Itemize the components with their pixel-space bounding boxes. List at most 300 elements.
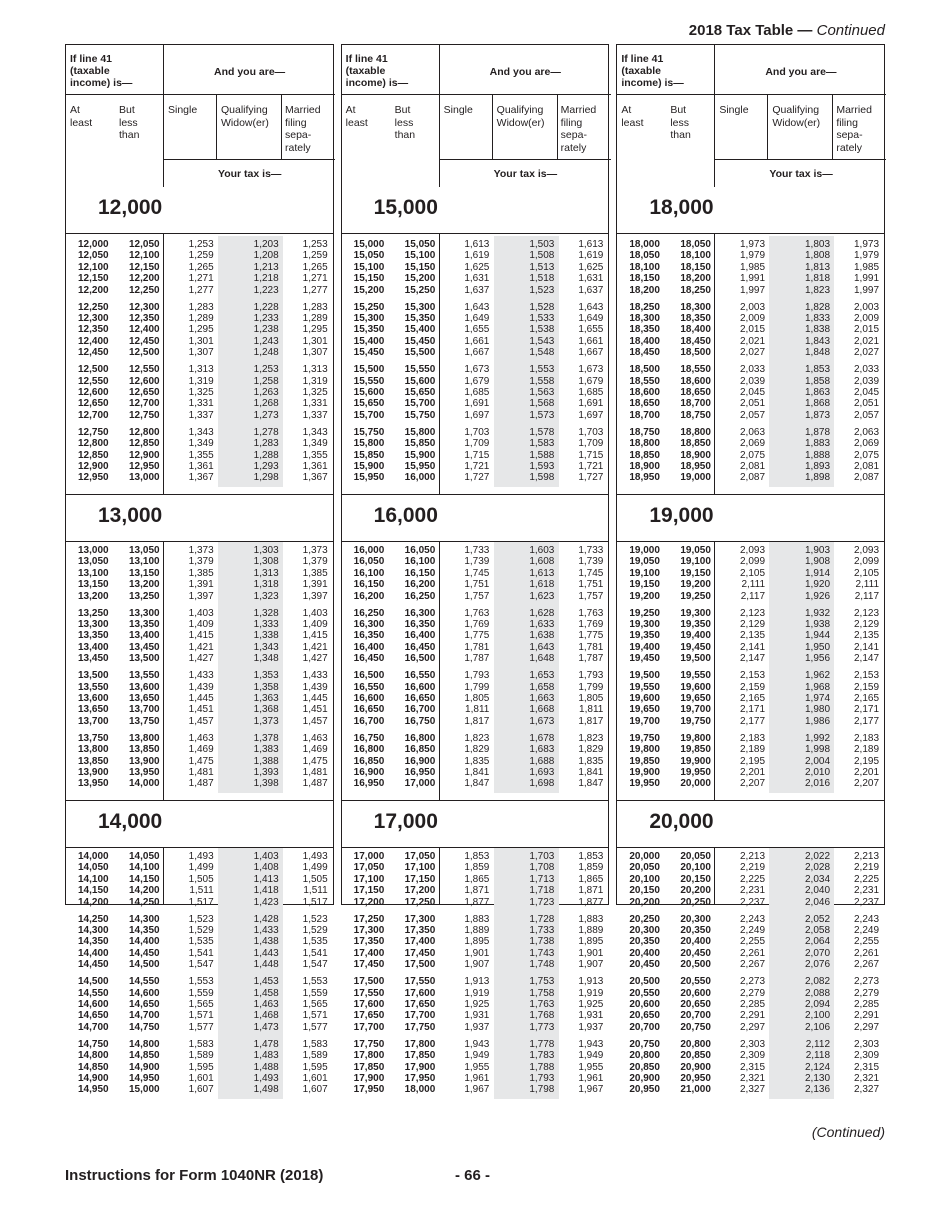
married-separately-tax-value: 1,787 xyxy=(578,653,604,665)
married-separately-tax-value: 2,243 xyxy=(853,913,880,925)
at-least-value: 15,600 xyxy=(353,386,385,398)
at-label: At xyxy=(345,104,356,116)
at-least-value: 14,800 xyxy=(78,1050,109,1062)
qualifying-widow-tax-value: 1,328 xyxy=(253,607,279,619)
qualifying-widow-tax-value: 1,658 xyxy=(529,681,555,693)
married-label: Married xyxy=(285,104,321,116)
married-separately-tax-value: 2,249 xyxy=(853,924,880,936)
married-separately-tax-value: 2,087 xyxy=(853,472,880,484)
table-row xyxy=(342,336,609,347)
but-less-than-value: 19,100 xyxy=(680,556,711,568)
qualifying-widow-tax-value: 2,130 xyxy=(804,1072,831,1084)
qualifying-widow-tax-value: 1,663 xyxy=(529,692,555,704)
qualifying-widow-tax-value: 1,293 xyxy=(253,460,279,472)
but-less-than-value: 20,950 xyxy=(680,1072,711,1084)
table-row xyxy=(66,767,333,778)
at-least-value: 13,950 xyxy=(78,778,109,790)
single-tax-value: 1,553 xyxy=(188,976,214,988)
at-least-value: 17,350 xyxy=(353,936,385,948)
qualifying-widow-tax-value: 1,608 xyxy=(529,556,555,568)
at-least-value: 19,650 xyxy=(629,704,660,716)
married-separately-tax-value: 1,595 xyxy=(302,1061,328,1073)
but-less-than-value: 12,900 xyxy=(129,449,160,461)
single-tax-value: 1,697 xyxy=(464,409,490,421)
but-less-than-value: 16,300 xyxy=(404,607,436,619)
qualifying-widow-tax-value: 1,758 xyxy=(529,987,555,999)
at-least-value: 13,750 xyxy=(78,732,109,744)
row-group xyxy=(342,914,609,971)
at-least-value: 12,450 xyxy=(78,347,109,359)
single-tax-value: 1,769 xyxy=(464,618,490,630)
but-less-than-value: 14,200 xyxy=(129,885,160,897)
qualifying-widow-tax-value: 1,388 xyxy=(253,755,279,767)
table-row xyxy=(342,239,609,250)
but-less-than-value: 17,550 xyxy=(404,976,436,988)
thousand-heading: 12,000 xyxy=(98,196,163,219)
married-separately-tax-value: 2,189 xyxy=(853,744,880,756)
table-row xyxy=(342,862,609,873)
table-row xyxy=(617,427,884,438)
but-less-than-value: 20,600 xyxy=(680,987,711,999)
married-separately-tax-value: 1,607 xyxy=(302,1084,328,1096)
qualifying-label: Qualifying xyxy=(221,104,268,116)
table-row xyxy=(617,959,884,970)
qualifying-widow-tax-value: 1,962 xyxy=(804,670,831,682)
at-least-value: 17,850 xyxy=(353,1061,385,1073)
table-row xyxy=(342,1022,609,1033)
married-separately-tax-value: 1,793 xyxy=(578,670,604,682)
taxable-label: (taxable xyxy=(70,65,110,77)
row-group xyxy=(617,608,884,665)
married-separately-tax-value: 2,009 xyxy=(853,312,880,324)
row-group xyxy=(66,239,333,296)
qualifying-widow-tax-value: 1,298 xyxy=(253,472,279,484)
qualifying-widow-tax-value: 1,568 xyxy=(529,398,555,410)
qualifying-widow-tax-value: 1,393 xyxy=(253,766,279,778)
at-least-value: 14,900 xyxy=(78,1072,109,1084)
thousand-heading: 16,000 xyxy=(373,504,438,527)
qualifying-widow-tax-value: 1,883 xyxy=(804,438,831,450)
table-row xyxy=(617,591,884,602)
qualifying-widow-tax-value: 1,333 xyxy=(253,618,279,630)
but-less-than-value: 12,450 xyxy=(129,335,160,347)
qualifying-widow-tax-value: 1,926 xyxy=(804,590,831,602)
single-tax-value: 1,685 xyxy=(464,386,490,398)
at-least-value: 20,900 xyxy=(629,1072,660,1084)
qualifying-widow-tax-value: 1,253 xyxy=(253,364,279,376)
filing-label: filing xyxy=(836,117,858,129)
table-row xyxy=(66,608,333,619)
qualifying-widow-tax-value: 1,533 xyxy=(529,312,555,324)
thousand-heading-row xyxy=(342,800,609,848)
row-group xyxy=(342,670,609,727)
if-line-label: If line 41 xyxy=(621,53,664,65)
but-less-than-value: 17,750 xyxy=(404,1021,436,1033)
qualifying-widow-tax-value: 2,016 xyxy=(804,778,831,790)
table-row xyxy=(617,410,884,421)
at-least-value: 15,100 xyxy=(353,261,385,273)
qualifying-widow-tax-value: 1,463 xyxy=(253,998,279,1010)
but-less-than-value: 15,900 xyxy=(404,449,436,461)
but-label: But xyxy=(394,104,411,116)
single-tax-value: 2,027 xyxy=(739,347,766,359)
qualifying-widow-tax-value: 1,413 xyxy=(253,873,279,885)
single-tax-value: 1,451 xyxy=(188,704,214,716)
table-row xyxy=(617,302,884,313)
single-tax-value: 1,763 xyxy=(464,607,490,619)
at-least-value: 18,650 xyxy=(629,398,660,410)
but-less-than-value: 15,800 xyxy=(404,426,436,438)
but-less-than-value: 12,250 xyxy=(129,284,160,296)
at-least-value: 17,950 xyxy=(353,1084,385,1096)
table-row xyxy=(342,398,609,409)
at-least-value: 14,400 xyxy=(78,947,109,959)
qualifying-widow-tax-value: 1,818 xyxy=(804,273,831,285)
but-less-than-value: 19,850 xyxy=(680,744,711,756)
row-group xyxy=(66,1039,333,1096)
table-row xyxy=(66,285,333,296)
at-least-value: 18,950 xyxy=(629,472,660,484)
rule xyxy=(163,159,335,160)
single-tax-value: 1,397 xyxy=(188,590,214,602)
at-least-value: 16,900 xyxy=(353,766,385,778)
rule xyxy=(216,94,217,159)
table-row xyxy=(66,1022,333,1033)
at-least-value: 12,350 xyxy=(78,324,109,336)
at-least-value: 13,850 xyxy=(78,755,109,767)
but-less-than-value: 18,700 xyxy=(680,398,711,410)
table-row xyxy=(617,874,884,885)
single-tax-value: 1,655 xyxy=(464,324,490,336)
married-separately-tax-value: 1,709 xyxy=(578,438,604,450)
qualifying-widow-tax-value: 1,628 xyxy=(529,607,555,619)
qualifying-widow-tax-value: 1,283 xyxy=(253,438,279,450)
qualifying-widow-tax-value: 1,418 xyxy=(253,885,279,897)
at-least-value: 16,300 xyxy=(353,618,385,630)
table-row xyxy=(66,568,333,579)
qualifying-widow-tax-value: 1,483 xyxy=(253,1050,279,1062)
qualifying-widow-tax-value: 1,753 xyxy=(529,976,555,988)
qualifying-widow-tax-value: 1,703 xyxy=(529,851,555,862)
but-less-than-value: 19,250 xyxy=(680,590,711,602)
table-row xyxy=(66,936,333,947)
single-tax-value: 1,835 xyxy=(464,755,490,767)
married-separately-tax-value: 1,919 xyxy=(578,987,604,999)
rule xyxy=(439,159,611,160)
your-tax-label: Your tax is— xyxy=(769,168,833,180)
single-tax-value: 1,409 xyxy=(188,618,214,630)
at-least-value: 14,350 xyxy=(78,936,109,948)
but-less-than-value: 20,850 xyxy=(680,1050,711,1062)
single-tax-value: 2,327 xyxy=(739,1084,766,1096)
table-row xyxy=(617,347,884,358)
married-separately-tax-value: 2,033 xyxy=(853,364,880,376)
but-less-than-value: 12,800 xyxy=(129,426,160,438)
married-separately-tax-value: 1,277 xyxy=(302,284,328,296)
but-less-than-value: 16,000 xyxy=(404,472,436,484)
but-less-than-value: 13,150 xyxy=(129,567,160,579)
single-tax-value: 1,307 xyxy=(188,347,214,359)
single-tax-value: 2,189 xyxy=(739,744,766,756)
rule xyxy=(714,159,886,160)
married-separately-tax-value: 1,961 xyxy=(578,1072,604,1084)
married-separately-tax-value: 2,123 xyxy=(853,607,880,619)
table-row xyxy=(617,976,884,987)
at-least-value: 15,950 xyxy=(353,472,385,484)
but-less-than-value: 13,800 xyxy=(129,732,160,744)
if-line-label: If line 41 xyxy=(345,53,388,65)
table-row xyxy=(617,1062,884,1073)
at-least-value: 12,900 xyxy=(78,460,109,472)
table-row xyxy=(342,324,609,335)
table-row xyxy=(617,999,884,1010)
married-separately-tax-value: 2,141 xyxy=(853,641,880,653)
but-less-than-value: 14,700 xyxy=(129,1010,160,1022)
qualifying-widow-tax-value: 1,583 xyxy=(529,438,555,450)
single-tax-value: 1,271 xyxy=(188,273,214,285)
married-separately-tax-value: 2,213 xyxy=(853,851,880,862)
single-tax-value: 1,427 xyxy=(188,653,214,665)
row-group xyxy=(342,1039,609,1096)
married-separately-tax-value: 1,577 xyxy=(302,1021,328,1033)
table-row xyxy=(66,874,333,885)
at-least-value: 18,800 xyxy=(629,438,660,450)
sepa-label: sepa- xyxy=(560,129,587,141)
at-least-value: 18,900 xyxy=(629,460,660,472)
row-group xyxy=(66,976,333,1033)
row-group xyxy=(617,545,884,602)
but-less-than-value: 19,000 xyxy=(680,472,711,484)
married-separately-tax-value: 1,511 xyxy=(303,885,328,897)
single-tax-value: 2,171 xyxy=(739,704,766,716)
row-group xyxy=(617,733,884,790)
but-label: But xyxy=(670,104,687,116)
qualifying-widow-tax-value: 1,593 xyxy=(529,460,555,472)
married-separately-tax-value: 1,259 xyxy=(302,250,328,262)
qualifying-widow-tax-value: 1,643 xyxy=(529,641,555,653)
single-tax-value: 2,267 xyxy=(739,959,766,971)
at-least-value: 20,850 xyxy=(629,1061,660,1073)
single-tax-value: 1,631 xyxy=(464,273,490,285)
single-tax-value: 1,607 xyxy=(188,1084,214,1096)
qualifying-widow-tax-value: 1,378 xyxy=(253,732,279,744)
qualifying-widow-tax-value: 1,513 xyxy=(529,261,555,273)
married-separately-tax-value: 1,613 xyxy=(578,239,604,250)
married-separately-tax-value: 1,565 xyxy=(302,998,328,1010)
than-label: than xyxy=(670,129,691,141)
but-less-than-value: 18,500 xyxy=(680,347,711,359)
at-least-value: 18,250 xyxy=(629,301,660,313)
qualifying-widow-tax-value: 1,858 xyxy=(804,375,831,387)
but-less-than-value: 17,800 xyxy=(404,1038,436,1050)
qualifying-widow-tax-value: 2,106 xyxy=(804,1021,831,1033)
at-least-value: 16,550 xyxy=(353,681,385,693)
married-separately-tax-value: 2,291 xyxy=(853,1010,880,1022)
continued-note: (Continued) xyxy=(811,1124,885,1140)
single-tax-value: 1,535 xyxy=(188,936,214,948)
income-label: income) is— xyxy=(70,77,133,89)
at-least-value: 16,250 xyxy=(353,607,385,619)
at-least-value: 16,950 xyxy=(353,778,385,790)
married-separately-tax-value: 1,445 xyxy=(302,692,328,704)
qualifying-widow-tax-value: 1,833 xyxy=(804,312,831,324)
single-tax-value: 1,871 xyxy=(464,885,490,897)
at-least-value: 19,500 xyxy=(629,670,660,682)
married-separately-tax-value: 2,309 xyxy=(853,1050,880,1062)
single-tax-value: 1,721 xyxy=(464,460,490,472)
single-tax-value: 2,135 xyxy=(739,630,766,642)
rule xyxy=(281,94,282,159)
least-label: least xyxy=(621,117,644,129)
single-tax-value: 2,105 xyxy=(739,567,766,579)
single-tax-value: 1,859 xyxy=(464,862,490,874)
table-row xyxy=(617,704,884,715)
table-row xyxy=(617,630,884,641)
single-tax-value: 1,757 xyxy=(464,590,490,602)
than-label: than xyxy=(119,129,140,141)
rately-label: rately xyxy=(560,142,587,154)
qualifying-widow-tax-value: 1,428 xyxy=(253,913,279,925)
married-separately-tax-value: 1,985 xyxy=(853,261,880,273)
row-group xyxy=(66,427,333,484)
married-separately-tax-value: 2,195 xyxy=(853,755,880,767)
single-tax-value: 2,021 xyxy=(739,335,766,347)
qualifying-label: Qualifying xyxy=(772,104,820,116)
married-separately-tax-value: 1,943 xyxy=(578,1038,604,1050)
single-tax-value: 2,141 xyxy=(739,641,766,653)
at-least-value: 19,450 xyxy=(629,653,660,665)
at-least-value: 14,050 xyxy=(78,862,109,874)
widow-label: Widow(er) xyxy=(221,117,269,129)
but-less-than-value: 14,750 xyxy=(129,1021,160,1033)
married-separately-tax-value: 1,715 xyxy=(578,449,604,461)
qualifying-widow-tax-value: 1,828 xyxy=(804,301,831,313)
single-tax-value: 1,751 xyxy=(464,579,490,591)
at-least-value: 15,000 xyxy=(353,239,385,250)
but-less-than-value: 15,600 xyxy=(404,375,436,387)
but-less-than-value: 20,550 xyxy=(680,976,711,988)
but-less-than-value: 12,150 xyxy=(129,261,160,273)
single-tax-value: 1,619 xyxy=(464,250,490,262)
but-less-than-value: 19,800 xyxy=(680,732,711,744)
single-tax-value: 2,159 xyxy=(739,681,766,693)
but-less-than-value: 13,100 xyxy=(129,556,160,568)
but-less-than-value: 13,050 xyxy=(129,545,160,556)
at-least-value: 13,650 xyxy=(78,704,109,716)
at-least-value: 20,700 xyxy=(629,1021,660,1033)
single-tax-value: 2,243 xyxy=(739,913,766,925)
married-separately-tax-value: 1,751 xyxy=(578,579,604,591)
but-less-than-value: 17,300 xyxy=(404,913,436,925)
qualifying-widow-tax-value: 1,553 xyxy=(529,364,555,376)
single-tax-value: 1,907 xyxy=(464,959,490,971)
table-row xyxy=(342,874,609,885)
rately-label: rately xyxy=(836,142,863,154)
qualifying-widow-tax-value: 1,868 xyxy=(804,398,831,410)
but-less-than-value: 18,400 xyxy=(680,324,711,336)
qualifying-widow-tax-value: 1,353 xyxy=(253,670,279,682)
single-tax-value: 2,051 xyxy=(739,398,766,410)
but-less-than-value: 20,000 xyxy=(680,778,711,790)
but-less-than-value: 19,150 xyxy=(680,567,711,579)
single-tax-value: 2,195 xyxy=(739,755,766,767)
married-separately-tax-value: 1,517 xyxy=(302,896,328,908)
table-row xyxy=(66,387,333,398)
at-least-value: 20,000 xyxy=(629,851,660,862)
at-least-value: 17,900 xyxy=(353,1072,385,1084)
single-tax-value: 1,919 xyxy=(464,987,490,999)
table-row xyxy=(66,1073,333,1084)
single-tax-value: 1,583 xyxy=(188,1038,214,1050)
thousand-heading-row xyxy=(617,494,884,542)
table-row xyxy=(66,1050,333,1061)
table-row xyxy=(342,936,609,947)
qualifying-widow-tax-value: 1,673 xyxy=(529,715,555,727)
rule xyxy=(617,94,886,95)
table-row xyxy=(66,398,333,409)
table-row xyxy=(342,1062,609,1073)
table-row xyxy=(617,682,884,693)
married-separately-tax-value: 1,499 xyxy=(302,862,328,874)
married-separately-tax-value: 2,279 xyxy=(853,987,880,999)
single-tax-value: 1,439 xyxy=(188,681,214,693)
married-separately-tax-value: 1,727 xyxy=(578,472,604,484)
qualifying-widow-tax-value: 1,538 xyxy=(529,324,555,336)
at-least-value: 16,850 xyxy=(353,755,385,767)
table-row xyxy=(617,324,884,335)
rule xyxy=(557,94,558,159)
single-tax-value: 2,219 xyxy=(739,862,766,874)
but-less-than-value: 14,400 xyxy=(129,936,160,948)
income-label: income) is— xyxy=(345,77,409,89)
sepa-label: sepa- xyxy=(285,129,312,141)
at-least-value: 16,650 xyxy=(353,704,385,716)
single-tax-value: 1,787 xyxy=(464,653,490,665)
single-tax-value: 1,349 xyxy=(188,438,214,450)
table-row xyxy=(617,733,884,744)
but-less-than-value: 14,500 xyxy=(129,959,160,971)
married-separately-tax-value: 2,225 xyxy=(853,873,880,885)
single-tax-value: 1,301 xyxy=(188,335,214,347)
married-separately-tax-value: 1,679 xyxy=(578,375,604,387)
at-least-value: 13,250 xyxy=(78,607,109,619)
table-row xyxy=(66,450,333,461)
but-less-than-value: 12,500 xyxy=(129,347,160,359)
table-row xyxy=(66,999,333,1010)
at-least-value: 13,350 xyxy=(78,630,109,642)
table-row xyxy=(66,716,333,727)
at-least-value: 15,800 xyxy=(353,438,385,450)
table-row xyxy=(342,744,609,755)
row-group xyxy=(342,851,609,908)
married-separately-tax-value: 1,433 xyxy=(302,670,328,682)
single-tax-value: 1,415 xyxy=(188,630,214,642)
table-row xyxy=(342,591,609,602)
table-row xyxy=(617,862,884,873)
single-tax-value: 2,237 xyxy=(739,896,766,908)
at-least-value: 14,000 xyxy=(78,851,109,862)
qualifying-widow-tax-value: 2,136 xyxy=(804,1084,831,1096)
table-row xyxy=(617,461,884,472)
but-less-than-value: 17,400 xyxy=(404,936,436,948)
married-separately-tax-value: 1,301 xyxy=(302,335,328,347)
married-separately-tax-value: 1,469 xyxy=(302,744,328,756)
at-least-value: 15,850 xyxy=(353,449,385,461)
qualifying-widow-tax-value: 1,473 xyxy=(253,1021,279,1033)
at-least-value: 20,150 xyxy=(629,885,660,897)
table-row xyxy=(342,427,609,438)
qualifying-widow-tax-value: 1,914 xyxy=(804,567,831,579)
